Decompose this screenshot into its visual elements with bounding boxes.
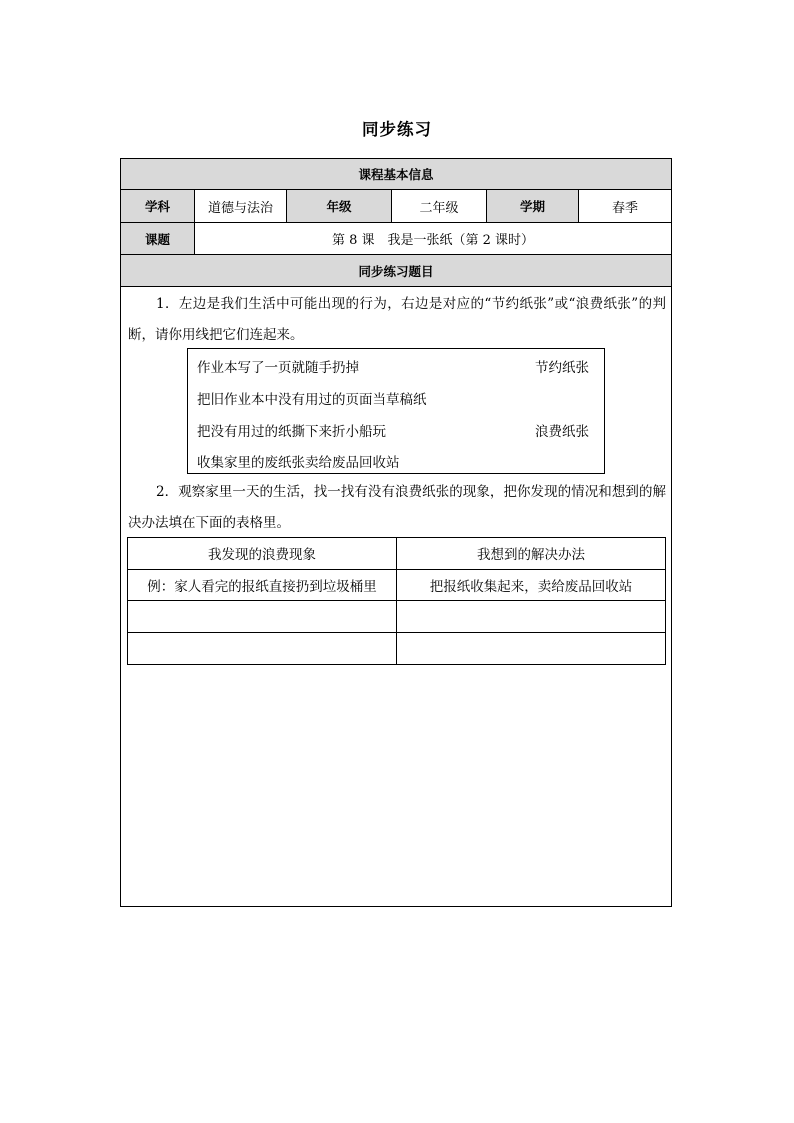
behavior-item: 作业本写了一页就随手扔掉 [197,360,359,376]
table-row [128,633,665,665]
grade-label: 年级 [286,190,391,222]
header-solution: 我想到的解决办法 [477,547,585,564]
table-row [128,601,665,633]
table-cell[interactable] [397,633,665,665]
header-waste: 我发现的浪费现象 [208,547,316,564]
table-header-row [128,538,665,570]
judgment-waste-paper: 浪费纸张 [535,424,589,440]
table-cell[interactable] [128,633,396,665]
question-1-text: 1．左边是我们生活中可能出现的行为，右边是对应的“节约纸张”或“浪费纸张”的判断，请你用线把它们连起来。 [128,296,666,343]
exercise-header: 同步练习题目 [358,263,434,279]
waste-solution-table [127,537,666,665]
course-info-header-row [121,159,671,190]
table-cell[interactable] [397,601,665,632]
grade-value: 二年级 [391,190,486,222]
table-row [128,570,665,602]
matching-box [187,348,605,474]
exercise-header-row [121,255,671,287]
behavior-item: 收集家里的废纸张卖给废品回收站 [197,455,400,471]
page-title: 同步练习 [362,120,432,139]
term-label: 学期 [486,190,578,222]
topic-label: 课题 [121,223,194,254]
course-info-row [121,190,671,223]
course-info-header: 课程基本信息 [358,167,434,182]
behavior-item: 把旧作业本中没有用过的页面当草稿纸 [197,392,427,408]
course-table [120,158,672,907]
question-2-text: 2．观察家里一天的生活，找一找有没有浪费纸张的现象，把你发现的情况和想到的解决办法填在下面的表格里。 [128,484,666,531]
table-cell: 把报纸收集起来，卖给废品回收站 [429,578,633,595]
term-value: 春季 [578,190,671,222]
behavior-item: 把没有用过的纸撕下来折小船玩 [197,424,386,440]
table-cell[interactable] [128,601,396,632]
judgment-save-paper: 节约纸张 [535,360,589,376]
topic-value: 第 8 课 我是一张纸（第 2 课时） [194,223,671,254]
topic-row [121,223,671,255]
table-cell: 例：家人看完的报纸直接扔到垃圾桶里 [147,578,377,595]
subject-label: 学科 [121,190,194,222]
subject-value: 道德与法治 [194,190,286,222]
